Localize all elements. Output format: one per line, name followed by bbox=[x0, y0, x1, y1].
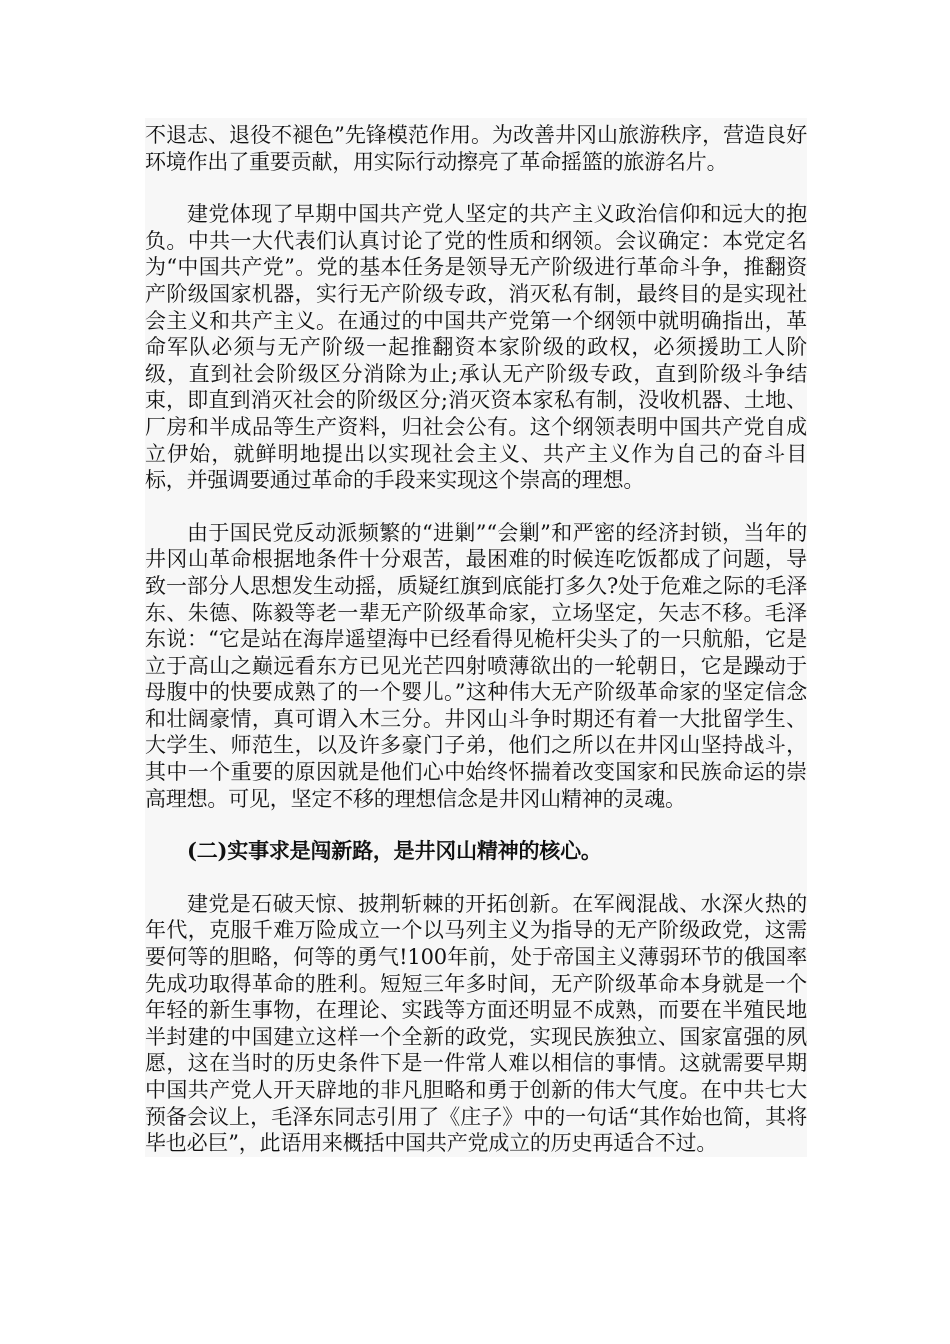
paragraph-jinggangshan-faith: 由于国民党反动派频繁的“进剿”“会剿”和严密的经济封锁，当年的井冈山革命根据地条件十分艰苦，最困难的时候连吃饭都成了问题，导致一部分人思想发生动摇，质疑红旗到底能打多久?处于危难之际的毛泽东、朱德、陈毅等老一辈无产阶级革命家，立场坚定，矢志不移。毛泽东说：“它是站在海岸遥望海中已经看得见桅杆尖头了的一只航船，它是立于高山之巅远看东方已见光芒四射喷薄欲出的一轮朝日，它是躁动于母腹中的快要成熟了的一个婴儿。”这种伟大无产阶级革命家的坚定信念和壮阔豪情，真可谓入木三分。井冈山斗争时期还有着一大批留学生、大学生、师范生，以及许多豪门子弟，他们之所以在井冈山坚持战斗，其中一个重要的原因就是他们心中始终怀揣着改变国家和民族命运的崇高理想。可见，坚定不移的理想信念是井冈山精神的灵魂。 bbox=[145, 520, 807, 811]
paragraph-pioneering-innovation: 建党是石破天惊、披荆斩棘的开拓创新。在军阀混战、水深火热的年代，克服千难万险成立一个以马列主义为指导的无产阶级政党，这需要何等的胆略，何等的勇气!100年前，处于帝国主义薄弱环节的俄国率先成功取得革命的胜利。短短三年多时间，无产阶级革命本身就是一个年轻的新生事物，在理论、实践等方面还明显不成熟，而要在半殖民地半封建的中国建立这样一个全新的政党，实现民族独立、国家富强的夙愿，这在当时的历史条件下是一件常人难以相信的事情。这就需要早期中国共产党人开天辟地的非凡胆略和勇于创新的伟大气度。在中共七大预备会议上，毛泽东同志引用了《庄子》中的一句话“其作始也简，其将毕也必巨”，此语用来概括中国共产党成立的历史再适合不过。 bbox=[145, 891, 807, 1156]
document-page bbox=[145, 118, 807, 1157]
paragraph-gap bbox=[145, 175, 807, 201]
paragraph-gap bbox=[145, 865, 807, 891]
paragraph-party-founding-belief: 建党体现了早期中国共产党人坚定的共产主义政治信仰和远大的抱负。中共一大代表们认真讨论了党的性质和纲领。会议确定：本党定名为“中国共产党”。党的基本任务是领导无产阶级进行革命斗争，推翻资产阶级国家机器，实行无产阶级专政，消灭私有制，最终目的是实现社会主义和共产主义。在通过的中国共产党第一个纲领中就明确指出，革命军队必须与无产阶级一起推翻资本家阶级的政权，必须援助工人阶级，直到社会阶级区分消除为止;承认无产阶级专政，直到阶级斗争结束，即直到消灭社会的阶级区分;消灭资本家私有制，没收机器、土地、厂房和半成品等生产资料，归社会公有。这个纲领表明中国共产党自成立伊始，就鲜明地提出以实现社会主义、共产主义作为自己的奋斗目标，并强调要通过革命的手段来实现这个崇高的理想。 bbox=[145, 202, 807, 493]
paragraph-continuation: 不退志、退役不褪色”先锋模范作用。为改善井冈山旅游秩序，营造良好环境作出了重要贡献，用实际行动擦亮了革命摇篮的旅游名片。 bbox=[145, 118, 807, 175]
paragraph-gap bbox=[145, 494, 807, 520]
paragraph-gap bbox=[145, 812, 807, 838]
section-heading: (二)实事求是闯新路，是井冈山精神的核心。 bbox=[145, 838, 807, 865]
